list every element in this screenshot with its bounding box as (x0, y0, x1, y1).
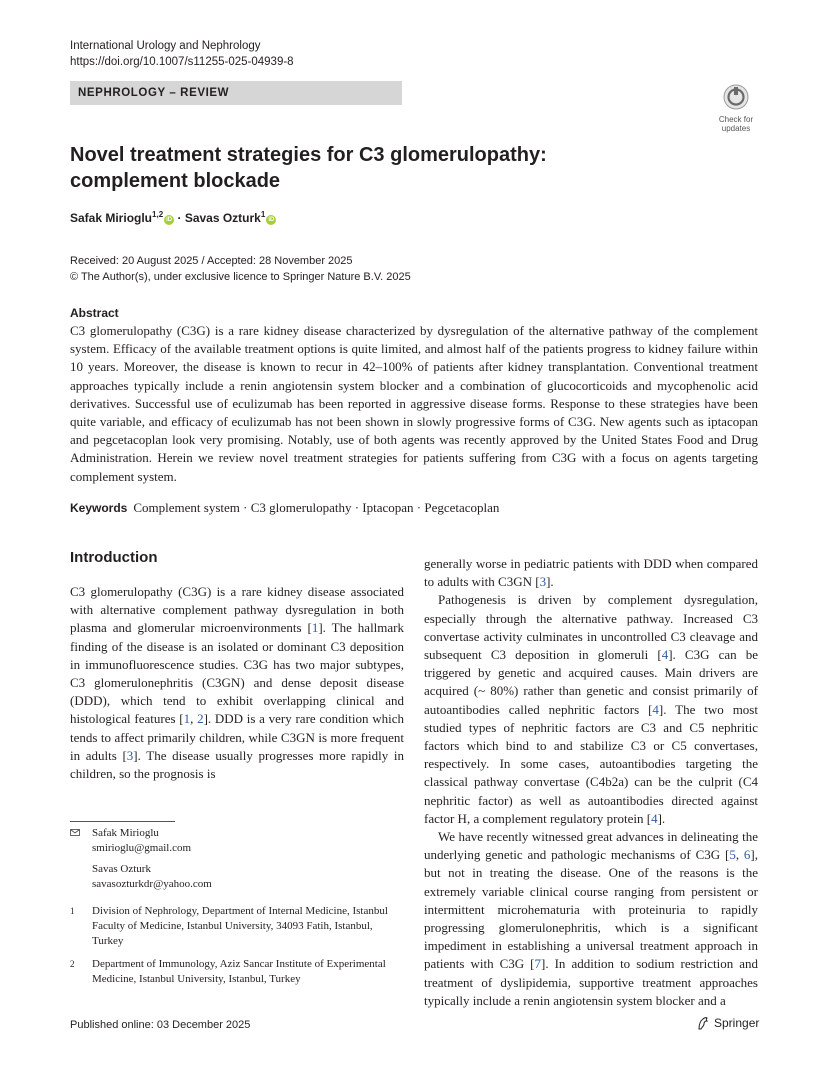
body-text: , (190, 711, 198, 727)
check-updates-line2: updates (721, 124, 751, 133)
publisher-logo[interactable] (696, 1016, 759, 1030)
received-accepted-dates: Received: 20 August 2025 / Accepted: 28 November 2025 (70, 255, 353, 267)
springer-horse-icon (696, 1016, 710, 1030)
abstract-heading: Abstract (70, 306, 119, 320)
affiliation (70, 904, 404, 949)
citation-link[interactable]: 4 (661, 647, 669, 663)
citation-link[interactable]: 3 (126, 747, 134, 763)
published-date: Published online: 03 December 2025 (70, 1019, 251, 1031)
affiliation-number: 1 (70, 906, 75, 916)
citation-link[interactable]: 2 (197, 711, 204, 727)
author-name[interactable]: Safak Mirioglu (70, 211, 153, 225)
right-column (424, 555, 758, 1010)
body-text: C3 glomerulopathy (C3G) is a rare kidney disease associated with alternative complement pathway dysregulation in both plasma and glomerular microenvironments [ (70, 584, 404, 636)
body-text: ]. The two most studied types of nephritic factors are C3 and C5 nephritic factors which bind to and stabilize C3 or C5 convertases, respectively. In some cases, autoantibodies targeting the classical pathway convertase (C4b2a) can be the culprit (C4 nephritic factor) as well as autoantibodies directed against factor H, a complement regulatory protein [ (424, 701, 758, 826)
citation-link[interactable]: 4 (651, 810, 658, 826)
article-dates (70, 253, 411, 285)
citation-link[interactable]: 4 (652, 701, 659, 717)
check-updates-icon (723, 84, 749, 110)
footnotes (70, 826, 404, 987)
citation-link[interactable]: 6 (743, 847, 751, 863)
section-heading-introduction: Introduction (70, 549, 158, 566)
body-text: Pathogenesis is driven by complement dysregulation, especially through the alternative pathway. Increased C3 convertase activity culminates in uncontrolled C3 cleavage and subsequent C3 deposition in glomeruli [ (424, 592, 758, 663)
body-text: ]. In addition to sodium restriction and treatment of dyslipidemia, supportive treatment approaches typically include a renin angiotensin system blocker and a (424, 956, 758, 1008)
orcid-icon[interactable]: iD (268, 217, 275, 223)
citation-link[interactable]: 5 (729, 847, 736, 863)
author-affiliation-mark: 1,2 (152, 210, 164, 219)
body-text: ]. The hallmark finding of the disease is an isolated or dominant C3 deposition in immunofluorescence studies. C3G has two major subtypes, C3 glomerulonephritis (C3GN) and dense deposit disease (DDD), which tend to exhibit overlapping clinical and histological features [ (70, 620, 404, 727)
keywords-line (70, 500, 499, 516)
copyright-line: © The Author(s), under exclusive licence to Springer Nature B.V. 2025 (70, 271, 411, 283)
body-paragraph (424, 555, 758, 591)
author-name[interactable]: Savas Ozturk (184, 211, 261, 225)
keywords-label: Keywords (70, 501, 128, 515)
affiliation-number: 2 (70, 959, 75, 969)
check-updates-button[interactable] (712, 84, 760, 133)
body-text: generally worse in pediatric patients with DDD when compared to adults with C3GN [ (424, 556, 758, 590)
affiliation (70, 957, 404, 987)
citation-link[interactable]: 1 (311, 620, 319, 636)
contact-email[interactable]: savasozturkdr@yahoo.com (92, 878, 212, 890)
body-paragraph (424, 591, 758, 828)
author-separator: · (174, 211, 185, 225)
body-paragraph (70, 583, 404, 783)
abstract-text: C3 glomerulopathy (C3G) is a rare kidney disease characterized by dysregulation of the alternative pathway of the complement system. Efficacy of the available treatment options is quite limited, and almost half of the patients progress to kidney failure within 10 years. Moreover, the disease is known to recur in 42–100% of patients after kidney transplantation. Conventional treatment approaches typically include a renin angiotensin system blocker and a combination of glucocorticoids and mycophenolic acid derivatives. Successful use of eculizumab has been reported in aggressive disease forms. Response to these strategies have been quite variable, and efficacy of eculizumab has not been shown in slowly progressive forms of C3G. New agents such as iptacopan and pegcetacoplan look very promising. Notably, use of both agents was recently approved by the United States Food and Drug Administration. Herein we review novel treatment strategies for patients suffering from C3G with a focus on agents targeting complement system. (70, 323, 758, 484)
body-paragraph (424, 828, 758, 1010)
check-updates-line1: Check for (718, 115, 754, 124)
author-affiliation-mark: 1 (260, 210, 266, 219)
left-column (70, 583, 404, 783)
citation-link[interactable]: 3 (539, 574, 547, 590)
citation-link[interactable]: 7 (534, 956, 541, 972)
journal-name: International Urology and Nephrology (70, 40, 261, 52)
orcid-icon[interactable]: iD (166, 217, 173, 223)
affiliation-text: Division of Nephrology, Department of Internal Medicine, Istanbul Faculty of Medicine, Istanbul University, 34093 Fatih, Istanbul, Turkey (92, 905, 388, 947)
keywords-text: Complement system · C3 glomerulopathy · Iptacopan · Pegcetacoplan (133, 500, 500, 515)
citation-link[interactable]: 1 (183, 711, 191, 727)
contact-email[interactable]: smirioglu@gmail.com (92, 842, 192, 854)
corresponding-contacts (70, 826, 404, 892)
contact-name: Safak Mirioglu (92, 827, 159, 839)
article-title: Novel treatment strategies for C3 glomerulopathy: complement blockade (70, 144, 547, 192)
affiliation-text: Department of Immunology, Aziz Sancar Institute of Experimental Medicine, Istanbul University, Istanbul, Turkey (92, 958, 386, 985)
publisher-name: Springer (714, 1016, 760, 1030)
body-text: ]. (546, 574, 554, 590)
section-label: NEPHROLOGY – REVIEW (70, 81, 402, 105)
envelope-icon (70, 829, 80, 836)
author-list (70, 210, 276, 225)
footnote-divider (70, 821, 175, 822)
journal-header (70, 38, 294, 70)
body-text: , (735, 847, 744, 863)
body-text: ]. DDD is a very rare condition which tends to affect primarily children, while C3GN is more frequent in adults [ (70, 711, 404, 763)
contact-name: Savas Ozturk (92, 863, 151, 875)
body-text: ]. (657, 810, 666, 826)
body-text: ], but not in treating the disease. One of the reasons is the extremely variable clinical course ranging from persistent or intermittent microhematuria with proteinuria to rapidly progressing glomerulonephritis, which is a significant impediment in establishing a universal treatment approach in patients with C3G [ (424, 847, 759, 972)
body-text: ]. C3G can be triggered by genetic and acquired causes. Main drivers are acquired (~ 80%) rather than genetic and consist primarily of autoantibodies called nephritic factors [ (424, 647, 759, 717)
body-text: ]. The disease usually progresses more rapidly in children, so the prognosis is (70, 747, 404, 782)
doi-link[interactable]: https://doi.org/10.1007/s11255-025-04939-8 (70, 56, 294, 68)
body-text: We have recently witnessed great advances in delineating the underlying genetic and pathologic mechanisms of C3G [ (424, 829, 758, 863)
